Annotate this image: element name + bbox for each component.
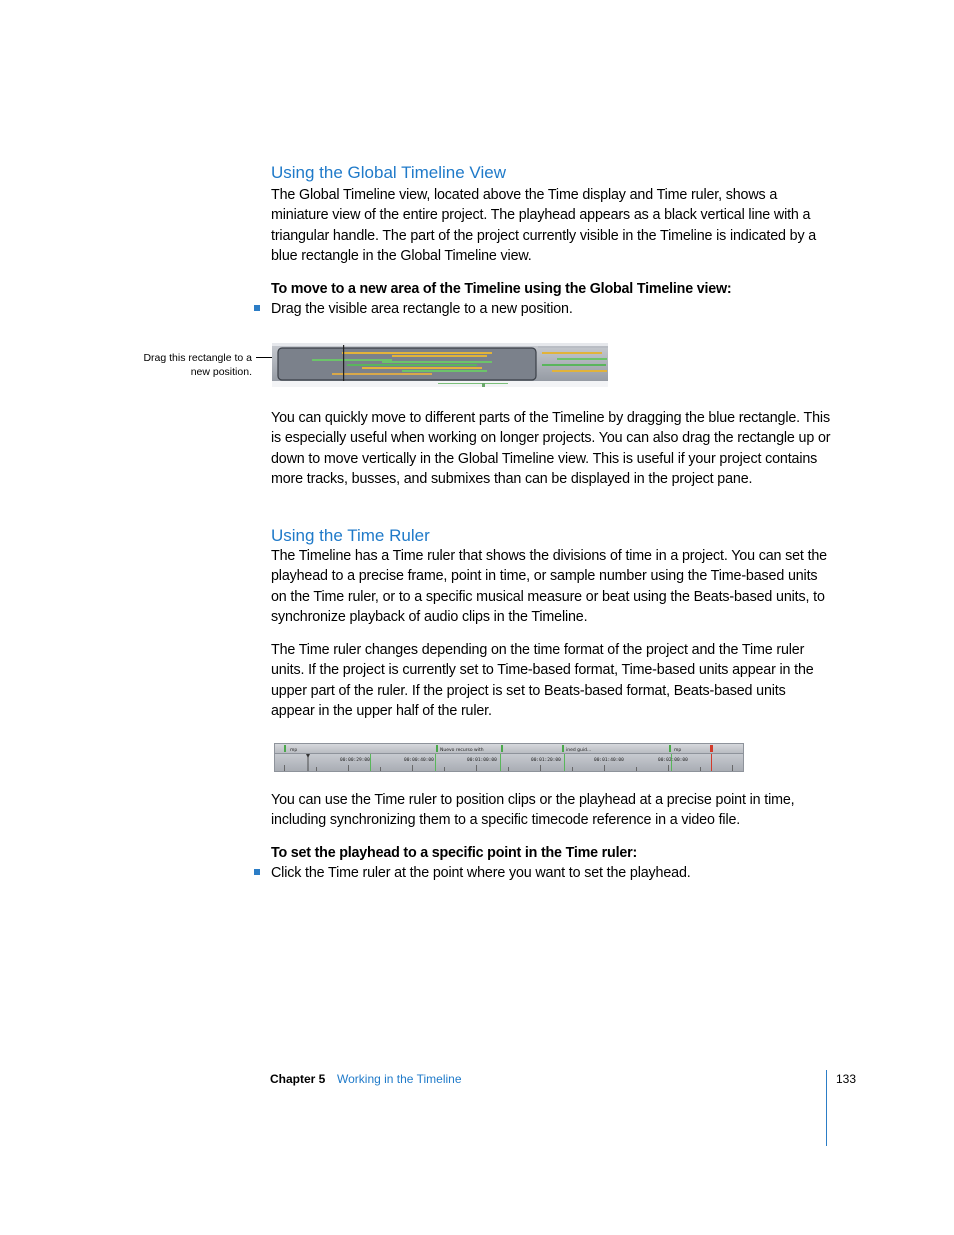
time-ruler-para-1: The Timeline has a Time ruler that shows the divisions of time in a project. You can set the playhead to a precise frame, point in time, or sample number using the Time-based units on the Time ruler, or to a specific musical measure or beat using the Beats-based units, to synchronize playback of audio clips in the Timeline. <box>271 548 827 626</box>
ruler-timecode: 00:00:29:00 <box>340 758 370 763</box>
time-ruler-para-2: The Time ruler changes depending on the time format of the project and the Time ruler units. If the project is currently set to Time-based format, Time-based units appear in the upper part of the ruler. If the project is set to Beats-based format, Beats-based units appear in the upper half of the ruler. <box>271 642 814 720</box>
ruler-timecode: 00:01:40:00 <box>594 758 624 763</box>
ruler-marker-label: mp <box>674 748 682 753</box>
task-lead-global-timeline: To move to a new area of the Timeline using the Global Timeline view: <box>271 281 732 297</box>
footer-chapter-title: Working in the Timeline <box>337 1072 462 1086</box>
ruler-marker-label: ined guid... <box>566 748 592 753</box>
section-heading-global-timeline: Using the Global Timeline View <box>271 163 506 182</box>
global-timeline-followup: You can quickly move to different parts of the Timeline by dragging the blue rectangle. This is especially useful when working on longer projects. You can also drag the rectangle up or down to move vertically in the Global Timeline view. This is useful if your project contains more tracks, busses, and submixes than can be displayed in the project pane. <box>271 410 831 488</box>
ruler-timecode: 00:02:00:00 <box>658 758 688 763</box>
bullet-text: Drag the visible area rectangle to a new position. <box>271 301 573 317</box>
time-ruler-image[interactable] <box>274 743 744 772</box>
ruler-timecode: 00:01:20:00 <box>531 758 561 763</box>
playhead-line[interactable] <box>343 345 344 381</box>
figure-callout: Drag this rectangle to a new position. <box>143 352 252 378</box>
task-lead-time-ruler: To set the playhead to a specific point in the Time ruler: <box>271 845 638 861</box>
section-heading-time-ruler: Using the Time Ruler <box>271 526 430 545</box>
bullet-item-click-ruler <box>253 863 833 883</box>
footer-divider <box>826 1070 827 1146</box>
page-number: 133 <box>836 1072 857 1086</box>
bullet-square-icon <box>254 305 260 311</box>
ruler-timecode: 00:01:00:00 <box>467 758 497 763</box>
global-timeline-intro: The Global Timeline view, located above the Time display and Time ruler, shows a miniature view of the entire project. The playhead appears as a black vertical line with a triangular handle. The part of the project currently visible in the Timeline is indicated by a blue rectangle in the Global Timeline view. <box>271 187 817 265</box>
bullet-item-drag-rectangle <box>253 299 833 319</box>
global-timeline-figure <box>272 343 608 387</box>
footer-chapter-label: Chapter 5 <box>270 1072 326 1086</box>
ruler-red-marker[interactable] <box>710 745 713 752</box>
ruler-marker-label: Nuevo recurso with <box>440 748 484 753</box>
ruler-timecode: 00:00:40:00 <box>404 758 434 763</box>
global-timeline-image <box>272 343 608 387</box>
bullet-square-icon <box>254 869 260 875</box>
time-ruler-figure[interactable] <box>274 743 744 772</box>
bullet-text: Click the Time ruler at the point where you want to set the playhead. <box>271 865 691 881</box>
ruler-marker-label: mp <box>290 748 298 753</box>
time-ruler-para-3: You can use the Time ruler to position clips or the playhead at a precise point in time, including synchronizing them to a specific timecode reference in a video file. <box>271 792 795 829</box>
